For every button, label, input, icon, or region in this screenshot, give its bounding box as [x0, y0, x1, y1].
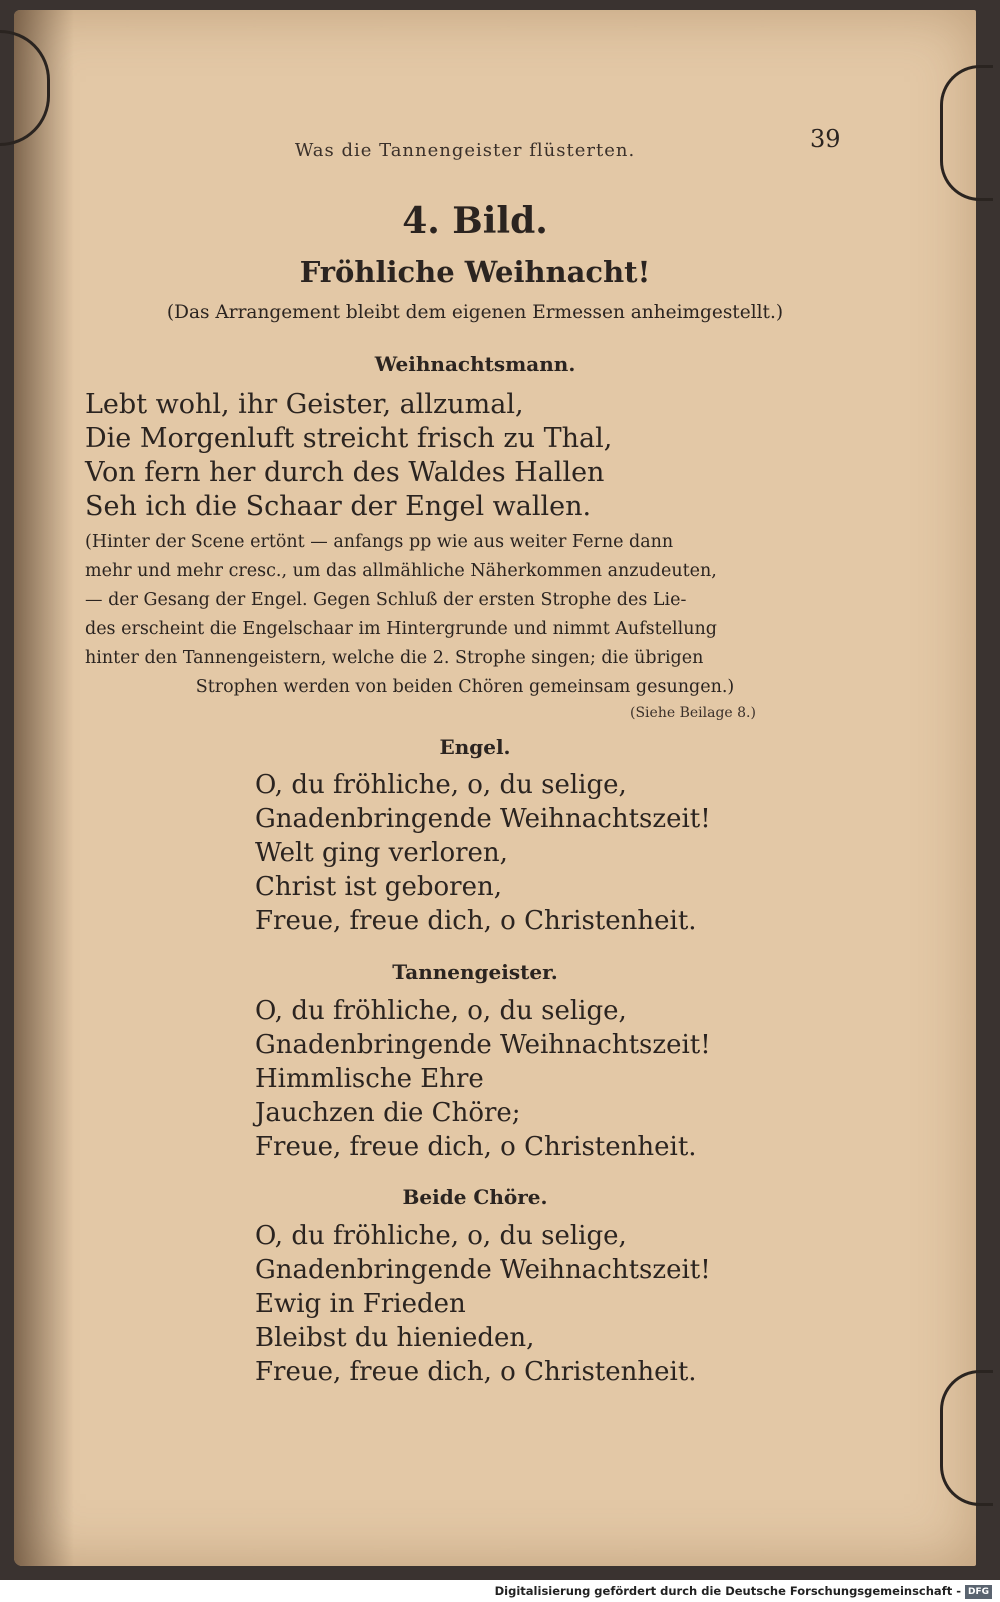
appendix-reference: (Siehe Beilage 8.): [630, 705, 756, 721]
verse-engel: [255, 768, 755, 938]
stage-line: (Hinter der Scene ertönt — anfangs pp wie aus weiter Ferne dann: [85, 532, 674, 552]
verse-line: Jauchzen die Chöre;: [255, 1098, 521, 1128]
verse-line: Die Morgenluft streicht frisch zu Thal,: [85, 423, 613, 454]
stage-line: mehr und mehr cresc., um das allmähliche Näherkommen anzudeuten,: [85, 561, 717, 581]
verse-weihnachtsmann: [85, 388, 705, 524]
arrangement-note: (Das Arrangement bleibt dem eigenen Ermessen anheimgestellt.): [166, 302, 784, 323]
page-number: 39: [810, 125, 841, 153]
verse-line: Ewig in Frieden: [255, 1289, 466, 1319]
verse-line: Freue, freue dich, o Christenheit.: [255, 1357, 697, 1387]
digitization-footer: [0, 1580, 1000, 1602]
verse-line: Lebt wohl, ihr Geister, allzumal,: [85, 389, 524, 420]
verse-line: O, du fröhliche, o, du selige,: [255, 770, 627, 800]
verse-line: Von fern her durch des Waldes Hallen: [85, 457, 605, 488]
verse-line: Seh ich die Schaar der Engel wallen.: [85, 491, 592, 522]
stage-line: Strophen werden von beiden Chören gemeinsam gesungen.): [195, 677, 735, 697]
stage-line: des erscheint die Engelschaar im Hintergrunde und nimmt Aufstellung: [85, 619, 717, 639]
footer-credit: Digitalisierung gefördert durch die Deutsche Forschungsgemeinschaft -: [494, 1584, 961, 1598]
verse-line: Freue, freue dich, o Christenheit.: [255, 906, 697, 936]
verse-tannengeister: [255, 994, 755, 1164]
verse-line: Gnadenbringende Weihnachtszeit!: [255, 804, 711, 834]
stage-line: hinter den Tannengeistern, welche die 2. Strophe singen; die übrigen: [85, 648, 704, 668]
stage-line: — der Gesang der Engel. Gegen Schluß der ersten Strophe des Lie-: [85, 590, 687, 610]
speaker-weihnachtsmann: Weihnachtsmann.: [374, 352, 576, 376]
verse-line: O, du fröhliche, o, du selige,: [255, 996, 627, 1026]
scene-title: 4. Bild.: [402, 200, 548, 242]
verse-line: Christ ist geboren,: [255, 872, 502, 902]
verse-line: Gnadenbringende Weihnachtszeit!: [255, 1030, 711, 1060]
verse-line: Bleibst du hienieden,: [255, 1323, 535, 1353]
running-head: Was die Tannengeister flüsterten.: [294, 140, 636, 161]
speaker-beide-choere: Beide Chöre.: [402, 1185, 548, 1209]
verse-line: Freue, freue dich, o Christenheit.: [255, 1132, 697, 1162]
scene-subtitle: Fröhliche Weihnacht!: [299, 255, 651, 289]
speaker-engel: Engel.: [439, 735, 511, 759]
verse-line: Welt ging verloren,: [255, 838, 508, 868]
speaker-tannengeister: Tannengeister.: [392, 960, 558, 984]
dfg-logo: DFG: [965, 1585, 992, 1599]
stage-direction: [85, 528, 845, 702]
verse-line: O, du fröhliche, o, du selige,: [255, 1221, 627, 1251]
verse-line: Himmlische Ehre: [255, 1064, 484, 1094]
verse-line: Gnadenbringende Weihnachtszeit!: [255, 1255, 711, 1285]
verse-beide-choere: [255, 1219, 755, 1389]
